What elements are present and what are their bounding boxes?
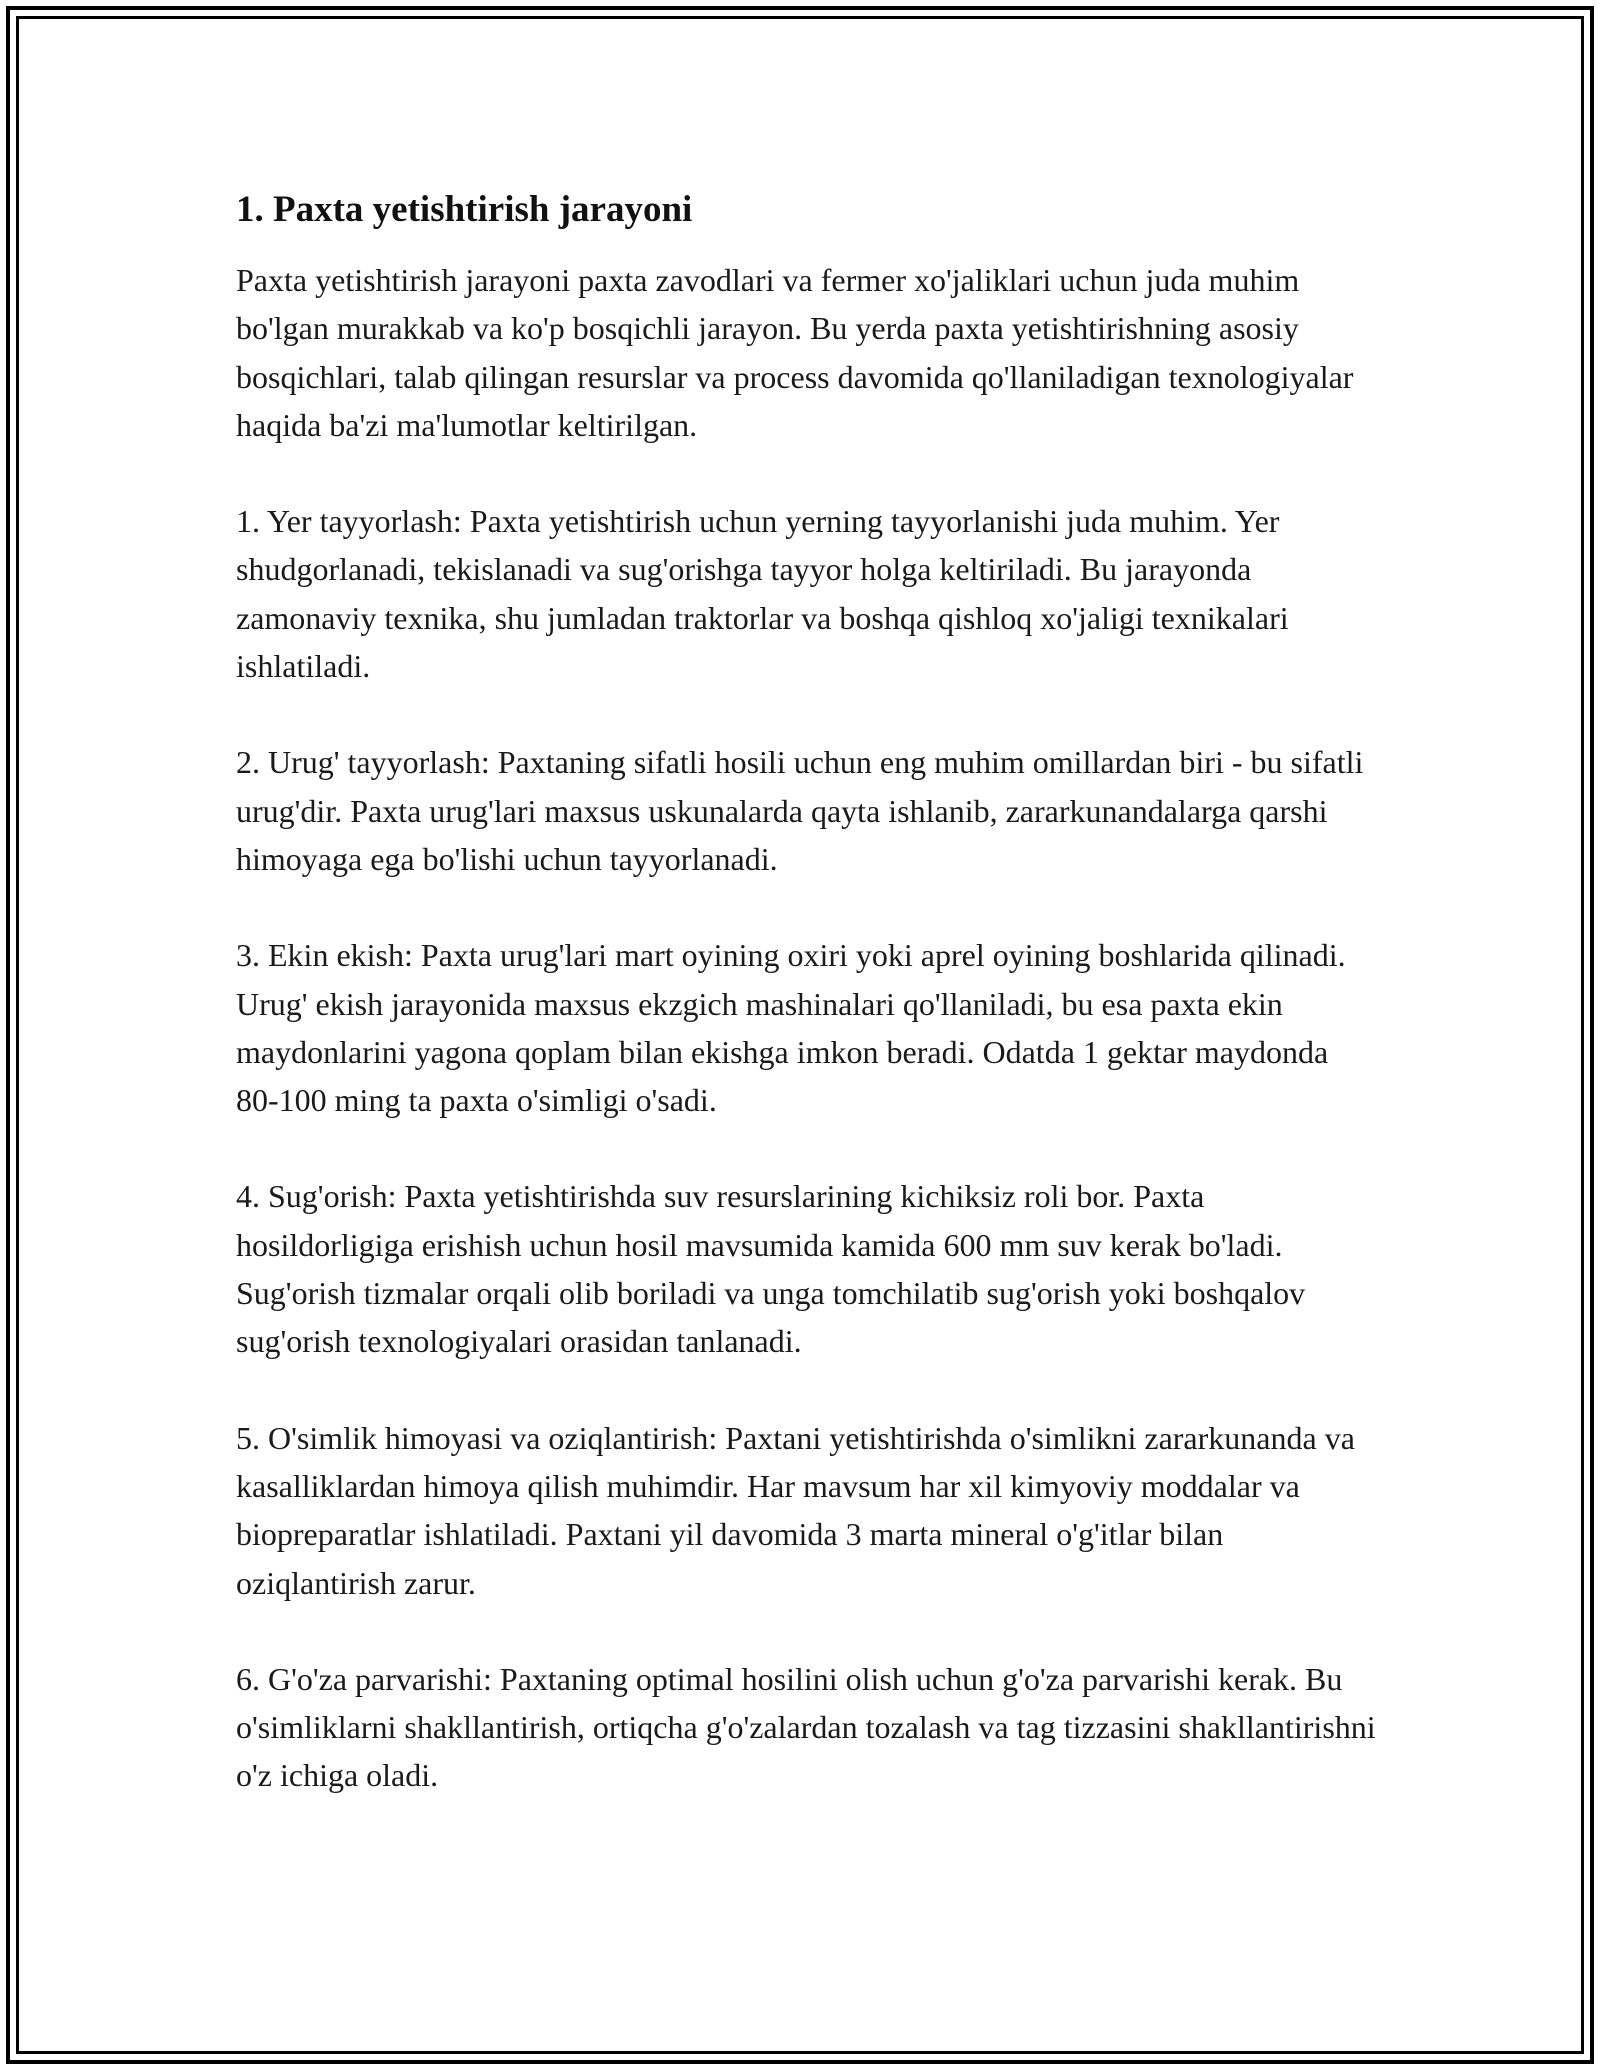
paragraph-urug-tayyorlash: 2. Urug' tayyorlash: Paxtaning sifatli hosili uchun eng muhim omillardan biri - bu sifatli urug'dir. Paxta urug'lari maxsus uskunalarda qayta ishlanib, zararkunandalarga qarshi himoyaga ega bo'lishi uchun tayyorlanadi. <box>236 744 1364 877</box>
paragraph-sugorish: 4. Sug'orish: Paxta yetishtirishda suv resurslarining kichiksiz roli bor. Paxta hosildorligiga erishish uchun hosil mavsumida kamida 600 mm suv kerak bo'ladi. Sug'orish tizmalar orqali olib boriladi va unga tomchilatib sug'orish yoki boshqalov sug'orish texnologiyalari orasidan tanlanadi. <box>236 1178 1306 1360</box>
document-title: 1. Paxta yetishtirish jarayoni <box>236 189 693 230</box>
paragraph-yer-tayyorlash: 1. Yer tayyorlash: Paxta yetishtirish uchun yerning tayyorlanishi juda muhim. Yer shudgorlanadi, tekislanadi va sug'orishga tayyor holga keltiriladi. Bu jarayonda zamonaviy texnika, shu jumladan traktorlar va boshqa qishloq xo'jaligi texnikalari ishlatiladi. <box>236 503 1289 685</box>
paragraph-osimlik-himoyasi: 5. O'simlik himoyasi va oziqlantirish: Paxtani yetishtirishda o'simlikni zararkunanda va kasalliklardan himoya qilish muhimdir. Har mavsum har xil kimyoviy moddalar va biopreparatlar ishlatiladi. Paxtani yil davomida 3 marta mineral o'g'itlar bilan oziqlantirish zarur. <box>236 1419 1355 1601</box>
paragraph-ekin-ekish: 3. Ekin ekish: Paxta urug'lari mart oyining oxiri yoki aprel oyining boshlarida qilinadi. Urug' ekish jarayonida maxsus ekzgich mashinalari qo'llaniladi, bu esa paxta ekin maydonlarini yagona qoplam bilan ekishga imkon beradi. Odatda 1 gektar maydonda 80-100 ming ta paxta o'simligi o'sadi. <box>236 937 1346 1119</box>
document-body <box>236 186 1376 1848</box>
paragraph-goza-parvarishi: 6. G'o'za parvarishi: Paxtaning optimal hosilini olish uchun g'o'za parvarishi kerak. Bu o'simliklarni shakllantirish, ortiqcha g'o'zalardan tozalash va tag tizzasini shakllantirishni o'z ichiga oladi. <box>236 1660 1376 1794</box>
intro-paragraph: Paxta yetishtirish jarayoni paxta zavodlari va fermer xo'jaliklari uchun juda muhim bo'lgan murakkab va ko'p bosqichli jarayon. Bu yerda paxta yetishtirishning asosiy bosqichlari, talab qilingan resurslar va process davomida qo'llaniladigan texnologiyalar haqida ba'zi ma'lumotlar keltirilgan. <box>236 262 1354 443</box>
